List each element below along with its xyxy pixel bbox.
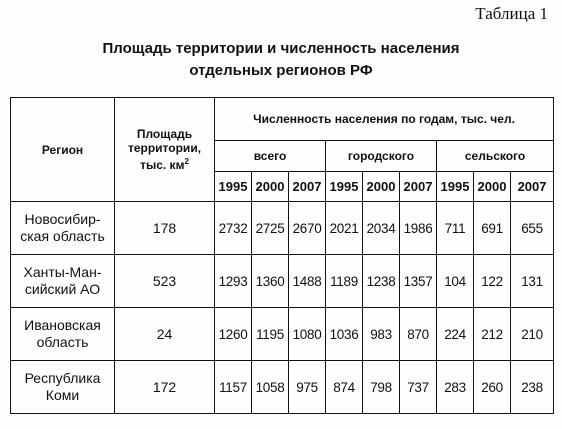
value-cell: 2034 [363,202,400,255]
value-cell: 870 [400,308,437,361]
header-year: 1995 [437,172,474,202]
header-area-line-1: Площадь [136,127,193,141]
value-cell: 711 [437,202,474,255]
region-cell [11,202,115,255]
header-area [115,98,215,202]
header-area-line-3 [115,155,214,172]
area-cell: 523 [115,255,215,308]
header-year: 2000 [474,172,511,202]
value-cell: 1036 [326,308,363,361]
table-row [11,255,554,308]
value-cell: 1260 [215,308,252,361]
table-row [11,361,554,414]
header-region: Регион [11,98,115,202]
header-year: 2007 [289,172,326,202]
value-cell: 2021 [326,202,363,255]
value-cell: 2670 [289,202,326,255]
value-cell: 1357 [400,255,437,308]
region-line-2: Коми [45,387,80,403]
value-cell: 131 [511,255,554,308]
value-cell: 283 [437,361,474,414]
region-line-2: область [36,334,89,350]
value-cell: 1189 [326,255,363,308]
value-cell: 1360 [252,255,289,308]
table-row [11,202,554,255]
value-cell: 104 [437,255,474,308]
value-cell: 983 [363,308,400,361]
header-group-rural: сельского [437,141,554,172]
region-line-1: Республика [24,370,101,386]
value-cell: 874 [326,361,363,414]
header-year: 2000 [252,172,289,202]
value-cell: 975 [289,361,326,414]
table-title [0,38,562,82]
value-cell: 1293 [215,255,252,308]
header-area-line-2: территории, [127,141,202,155]
area-cell: 178 [115,202,215,255]
value-cell: 1986 [400,202,437,255]
header-year: 2007 [511,172,554,202]
header-population: Численность населения по годам, тыс. чел. [215,98,554,141]
value-cell: 798 [363,361,400,414]
area-cell: 172 [115,361,215,414]
region-line-2: сийский АО [24,281,101,297]
value-cell: 2732 [215,202,252,255]
value-cell: 1058 [252,361,289,414]
header-area-superscript: 2 [184,157,189,166]
region-line-2: ская область [20,228,105,244]
region-cell [11,255,115,308]
value-cell: 737 [400,361,437,414]
value-cell: 655 [511,202,554,255]
value-cell: 210 [511,308,554,361]
region-cell [11,361,115,414]
value-cell: 691 [474,202,511,255]
header-group-urban: городского [326,141,437,172]
region-cell [11,308,115,361]
table-row [11,308,554,361]
table-label: Таблица 1 [475,4,548,23]
header-year: 1995 [215,172,252,202]
region-line-1: Ханты-Ман- [23,264,102,280]
value-cell: 2725 [252,202,289,255]
value-cell: 1488 [289,255,326,308]
value-cell: 238 [511,361,554,414]
title-line-1: Площадь территории и численность населения [102,40,460,57]
value-cell: 1080 [289,308,326,361]
value-cell: 122 [474,255,511,308]
header-area-unit: тыс. км [140,158,185,172]
value-cell: 212 [474,308,511,361]
region-line-1: Ивановская [24,317,101,333]
header-year: 1995 [326,172,363,202]
area-cell: 24 [115,308,215,361]
region-line-1: Новосибир- [24,211,101,227]
value-cell: 260 [474,361,511,414]
value-cell: 1157 [215,361,252,414]
header-group-total: всего [215,141,326,172]
value-cell: 1195 [252,308,289,361]
value-cell: 1238 [363,255,400,308]
header-year: 2007 [400,172,437,202]
title-line-2: отдельных регионов РФ [189,62,373,79]
population-table [10,97,554,414]
value-cell: 224 [437,308,474,361]
header-year: 2000 [363,172,400,202]
